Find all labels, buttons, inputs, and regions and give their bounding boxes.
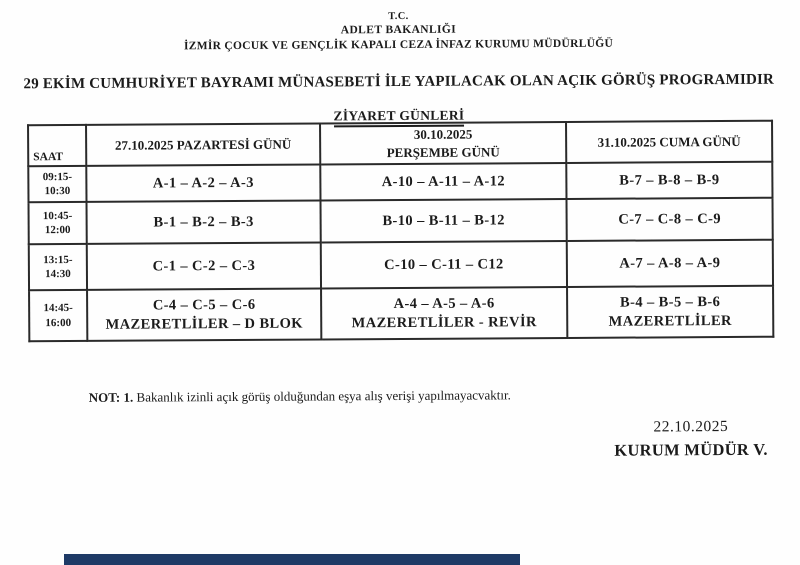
visit-schedule-table (27, 120, 774, 343)
table-row (28, 162, 772, 203)
friday-cell: A-7 – A-8 – A-9 (567, 240, 773, 287)
thursday-cell: B-10 – B-11 – B-12 (320, 199, 566, 243)
bottom-blue-bar (64, 554, 520, 565)
friday-cell: B-7 – B-8 – B-9 (566, 162, 772, 199)
letterhead-ministry: ADLET BAKANLIĞI (340, 23, 457, 37)
table-row (29, 198, 773, 245)
monday-cell: A-1 – A-2 – A-3 (86, 165, 320, 202)
header-friday: 31.10.2025 CUMA GÜNÜ (566, 121, 772, 163)
thursday-cell: A-10 – A-11 – A-12 (320, 163, 566, 201)
header-monday: 27.10.2025 PAZARTESİ GÜNÜ (86, 123, 320, 166)
note-text (89, 386, 709, 406)
friday-cell: B-4 – B-5 – B-6 MAZERETLİLER (567, 286, 773, 338)
letterhead-tc: T.C. (388, 10, 409, 23)
signature-date: 22.10.2025 (653, 417, 729, 436)
note-label: NOT: 1. (88, 389, 134, 405)
monday-cell: C-1 – C-2 – C-3 (87, 243, 321, 290)
monday-cell: C-4 – C-5 – C-6 MAZERETLİLER – D BLOK (87, 289, 321, 341)
header-saat: SAAT (28, 125, 86, 166)
time-cell: 13:15- 14:30 (29, 244, 87, 290)
signature-title: KURUM MÜDÜR V. (614, 439, 768, 460)
time-cell: 10:45- 12:00 (29, 202, 87, 244)
table-row (29, 240, 773, 291)
note-body: Bakanlık izinli açık görüş olduğundan eşya alış verişi yapılmayacvaktır. (133, 387, 511, 405)
time-cell: 14:45- 16:00 (29, 290, 87, 341)
table-header-row (28, 121, 772, 167)
signature-block (591, 418, 791, 461)
page-title: 29 EKİM CUMHURİYET BAYRAMI MÜNASEBETİ İLE YAPILACAK OLAN AÇIK GÖRÜŞ PROGRAMIDIR (23, 71, 775, 93)
friday-cell: C-7 – C-8 – C-9 (566, 198, 772, 241)
time-cell: 09:15- 10:30 (28, 166, 86, 202)
header-thursday: 30.10.2025 PERŞEMBE GÜNÜ (320, 122, 566, 165)
monday-cell: B-1 – B-2 – B-3 (87, 201, 321, 244)
thursday-cell: C-10 – C-11 – C12 (321, 241, 567, 289)
table-row (29, 286, 773, 342)
subtitle-visit-days: ZİYARET GÜNLERİ (333, 107, 464, 127)
thursday-cell: A-4 – A-5 – A-6 MAZERETLİLER - REVİR (321, 287, 567, 340)
letterhead-institution: İZMİR ÇOCUK VE GENÇLİK KAPALI CEZA İNFAZ KURUMU MÜDÜRLÜĞÜ (183, 37, 614, 52)
letterhead (0, 8, 799, 55)
